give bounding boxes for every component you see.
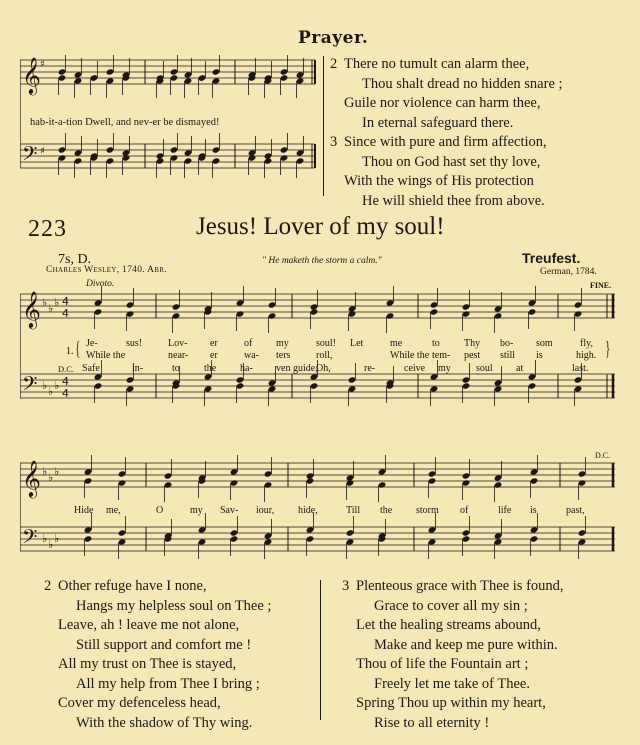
note-head	[230, 529, 239, 536]
note-head	[84, 477, 93, 484]
note-head	[118, 470, 127, 477]
lyric-syllable: Je-	[86, 338, 98, 349]
treble-staff	[20, 463, 615, 487]
note-head	[494, 379, 503, 386]
bass-staff	[20, 374, 615, 398]
note-head	[280, 154, 289, 161]
hymn-title: Jesus! Lover of my soul!	[196, 213, 445, 240]
note-head	[462, 303, 471, 310]
verse-line: Thou of life the Fountain art ;	[356, 656, 529, 672]
note-head	[306, 526, 315, 533]
verse-line: Rise to all eternity !	[374, 714, 490, 731]
dc-lyric-marker: D.C.	[58, 364, 75, 374]
lyric-syllable: Oh,	[316, 363, 331, 374]
note-head	[212, 68, 221, 75]
note-head	[268, 379, 277, 386]
treble-clef-icon: 𝄞	[22, 56, 41, 94]
bass-clef-icon: 𝄢	[22, 372, 38, 400]
note-head	[230, 468, 239, 475]
note-head	[106, 68, 115, 75]
lyric-syllable: Let	[350, 338, 364, 349]
note-head	[236, 382, 245, 389]
lyric-syllable: past,	[566, 505, 585, 516]
note-head	[346, 538, 355, 545]
note-head	[306, 535, 315, 542]
note-head	[184, 71, 193, 78]
note-head	[156, 157, 165, 164]
note-head	[430, 385, 439, 392]
note-head	[296, 77, 305, 84]
note-head	[236, 299, 245, 306]
note-head	[530, 468, 539, 475]
prev-verse-3	[330, 133, 634, 211]
lyric-syllable: ters	[276, 350, 291, 361]
note-head	[574, 310, 583, 317]
note-head	[172, 312, 181, 319]
note-head	[494, 538, 503, 545]
verse-line: Grace to cover all my sin ;	[374, 597, 528, 614]
note-head	[296, 149, 305, 156]
lyric-syllable: the	[204, 363, 217, 374]
lyric-syllable: high.	[576, 350, 597, 361]
lyric-syllable: to	[432, 338, 440, 349]
lyric-syllable: er	[210, 338, 218, 349]
note-head	[230, 535, 239, 542]
note-head	[58, 68, 67, 75]
column-divider-bottom	[320, 580, 321, 720]
note-head	[494, 481, 503, 488]
verse-line: Still support and comfort me !	[76, 636, 252, 653]
flat-icon: ♭	[54, 532, 60, 545]
note-head	[268, 312, 277, 319]
hymn-verse-3	[342, 577, 636, 733]
lyric-syllable: of	[460, 505, 469, 516]
fine-marking: FINE.	[590, 281, 612, 290]
prev-verse-2	[330, 55, 634, 133]
hymn-author: Charles Wesley, 1740. Abr.	[46, 265, 167, 275]
verse-line: Freely let me take of Thee.	[374, 675, 530, 692]
note-head	[126, 385, 135, 392]
note-head	[106, 77, 115, 84]
verse-number: 3	[330, 134, 338, 150]
verse-marker: 1.	[66, 346, 74, 357]
note-head	[94, 299, 103, 306]
lyric-syllable: wa-	[244, 350, 259, 361]
flat-icon: ♭	[48, 302, 54, 315]
lyric-syllable: last.	[572, 363, 589, 374]
note-head	[462, 529, 471, 536]
time-signature-top: 4	[62, 295, 69, 308]
note-head	[574, 301, 583, 308]
verse-line: Other refuge have I none,	[58, 578, 207, 594]
lyric-syllable: er	[210, 350, 218, 361]
note-head	[462, 535, 471, 542]
note-head	[74, 77, 83, 84]
note-head	[348, 310, 357, 317]
note-head	[170, 74, 179, 81]
note-head	[122, 154, 131, 161]
lyric-syllable: fly,	[580, 338, 593, 349]
flat-icon: ♭	[42, 379, 48, 392]
column-divider-top	[323, 56, 324, 196]
flat-icon: ♭	[48, 385, 54, 398]
treble-clef-icon: 𝄞	[22, 290, 41, 328]
lyric-syllable: life	[498, 505, 512, 516]
note-head	[184, 77, 193, 84]
note-head	[84, 535, 93, 542]
note-head	[574, 376, 583, 383]
note-head	[212, 77, 221, 84]
note-head	[578, 470, 587, 477]
lyric-syllable: me	[390, 338, 403, 349]
note-head	[236, 376, 245, 383]
note-head	[528, 299, 537, 306]
note-head	[268, 301, 277, 308]
note-head	[310, 373, 319, 380]
note-head	[296, 71, 305, 78]
flat-icon: ♭	[48, 471, 54, 484]
note-head	[428, 538, 437, 545]
note-head	[494, 312, 503, 319]
verse-line: In eternal safeguard there.	[362, 114, 514, 131]
note-head	[378, 468, 387, 475]
hymn-number: 223	[28, 216, 67, 242]
note-head	[462, 382, 471, 389]
note-head	[378, 481, 387, 488]
note-head	[94, 308, 103, 315]
note-head	[386, 312, 395, 319]
sharp-icon: ♯	[40, 59, 45, 70]
lyric-syllable: ven guide,	[276, 363, 318, 374]
lyric-syllable: tem-	[432, 350, 451, 361]
verse-line: Thou shalt dread no hidden snare ;	[362, 75, 563, 92]
note-head	[170, 68, 179, 75]
note-head	[530, 535, 539, 542]
note-head	[94, 382, 103, 389]
lyric-syllable: in-	[132, 363, 144, 374]
verse-line: Let the healing streams abound,	[356, 617, 541, 633]
note-head	[264, 538, 273, 545]
lyric-syllable: Sav-	[220, 505, 239, 516]
note-head	[212, 146, 221, 153]
sharp-icon: ♯	[40, 146, 45, 157]
note-head	[428, 470, 437, 477]
note-head	[230, 479, 239, 486]
lyric-syllable: O	[156, 505, 164, 516]
note-head	[528, 382, 537, 389]
note-head	[264, 481, 273, 488]
verse-line: There no tumult can alarm thee,	[344, 56, 530, 72]
note-head	[74, 149, 83, 156]
lyric-syllable: Thy	[464, 338, 481, 349]
flat-icon: ♭	[48, 538, 54, 551]
lyric-syllable: soul!	[316, 338, 336, 349]
note-head	[198, 74, 207, 81]
verse-line: With the shadow of Thy wing.	[76, 714, 253, 731]
lyric-syllable: hide,	[298, 505, 318, 516]
note-head	[430, 308, 439, 315]
note-head	[172, 303, 181, 310]
verse-line: All my trust on Thee is stayed,	[58, 656, 237, 672]
tune-source: German, 1784.	[540, 267, 597, 277]
note-head	[430, 301, 439, 308]
prev-hymn-lyric-line: hab-it-a-tion Dwell, and nev-er be dismayed!	[30, 117, 220, 128]
verse-line: All my help from Thee I bring ;	[76, 675, 260, 692]
note-head	[428, 526, 437, 533]
note-head	[126, 310, 135, 317]
note-head	[530, 526, 539, 533]
lyric-syllable: me,	[106, 505, 121, 516]
lyric-syllable: my	[438, 363, 451, 374]
lyric-syllable: Hide	[74, 505, 94, 516]
note-head	[118, 479, 127, 486]
note-head	[236, 310, 245, 317]
lyric-syllable: som	[536, 338, 553, 349]
flat-icon: ♭	[54, 379, 60, 392]
note-head	[494, 474, 503, 481]
note-head	[118, 538, 127, 545]
lyric-syllable: soul	[476, 363, 493, 374]
lyric-syllable: the	[380, 505, 393, 516]
note-head	[118, 529, 127, 536]
note-head	[296, 157, 305, 164]
verse-line: Guile nor violence can harm thee,	[344, 95, 541, 111]
note-head	[386, 299, 395, 306]
treble-clef-icon: 𝄞	[22, 459, 41, 497]
flat-icon: ♭	[42, 465, 48, 478]
note-head	[204, 373, 213, 380]
verse-number: 2	[330, 56, 338, 72]
scripture-quote: " He maketh the storm a calm."	[262, 256, 382, 266]
note-head	[578, 479, 587, 486]
note-head	[494, 305, 503, 312]
lyric-syllable: sus!	[126, 338, 143, 349]
note-head	[58, 154, 67, 161]
note-head	[430, 373, 439, 380]
lyric-syllable: still	[500, 350, 516, 361]
verse-line: Since with pure and firm affection,	[344, 134, 547, 150]
note-head	[462, 376, 471, 383]
note-head	[84, 526, 93, 533]
note-head	[530, 477, 539, 484]
lyric-syllable: iour,	[256, 505, 275, 516]
note-head	[184, 157, 193, 164]
note-head	[90, 74, 99, 81]
lyric-syllable: my	[276, 338, 289, 349]
lyric-syllable: near-	[168, 350, 189, 361]
note-head	[198, 526, 207, 533]
note-head	[212, 157, 221, 164]
lyric-syllable: Till	[346, 505, 361, 516]
time-signature-bottom: 4	[62, 387, 69, 400]
verse-line: He will shield thee from above.	[362, 192, 545, 209]
lyric-syllable: While the	[390, 350, 430, 361]
bass-staff	[20, 527, 615, 551]
verse-line: Make and keep me pure within.	[374, 636, 558, 653]
note-head	[264, 470, 273, 477]
verse-line: Thou on God hast set thy love,	[362, 153, 541, 170]
flat-icon: ♭	[42, 296, 48, 309]
verse-line: With the wings of His protection	[344, 173, 534, 189]
lyric-syllable: is	[530, 505, 537, 516]
note-head	[198, 538, 207, 545]
note-head	[248, 154, 257, 161]
lyric-syllable: ha-	[240, 363, 253, 374]
verse-line: Hangs my helpless soul on Thee ;	[76, 597, 272, 614]
note-head	[280, 68, 289, 75]
verse-number: 3	[342, 578, 350, 594]
note-head	[494, 385, 503, 392]
lyric-syllable: at	[516, 363, 524, 374]
bass-clef-icon: 𝄢	[22, 142, 38, 170]
lyric-syllable: While the	[86, 350, 126, 361]
note-head	[280, 146, 289, 153]
note-head	[264, 532, 273, 539]
note-head	[462, 472, 471, 479]
note-head	[346, 479, 355, 486]
tempo-marking: Divoto.	[86, 279, 115, 289]
note-head	[348, 376, 357, 383]
note-head	[170, 154, 179, 161]
note-head	[528, 373, 537, 380]
flat-icon: ♭	[42, 532, 48, 545]
note-head	[106, 157, 115, 164]
flat-icon: ♭	[54, 296, 60, 309]
note-head	[348, 385, 357, 392]
note-head	[164, 472, 173, 479]
lyric-syllable: to	[172, 363, 180, 374]
verse-line: Cover my defenceless head,	[58, 695, 221, 711]
note-head	[204, 385, 213, 392]
time-signature-top: 4	[62, 375, 69, 388]
note-head	[184, 149, 193, 156]
note-head	[346, 529, 355, 536]
note-head	[578, 538, 587, 545]
verse-line: Leave, ah ! leave me not alone,	[58, 617, 240, 633]
verse-number: 2	[44, 578, 52, 594]
lyric-syllable: pest	[464, 350, 481, 361]
lyric-syllable: is	[536, 350, 543, 361]
note-head	[264, 157, 273, 164]
note-head	[58, 74, 67, 81]
note-head	[310, 382, 319, 389]
lyric-syllable: ceive	[404, 363, 426, 374]
tune-title-prayer: Prayer.	[298, 28, 369, 48]
note-head	[462, 310, 471, 317]
note-head	[106, 146, 115, 153]
time-signature-bottom: 4	[62, 307, 69, 320]
hymn-meter: 7s, D.	[58, 252, 92, 267]
note-head	[74, 157, 83, 164]
note-head	[494, 532, 503, 539]
note-head	[578, 529, 587, 536]
note-head	[74, 71, 83, 78]
note-head	[528, 308, 537, 315]
brace-right: }	[605, 338, 611, 360]
note-head	[462, 479, 471, 486]
note-head	[170, 146, 179, 153]
lyric-syllable: bo-	[500, 338, 514, 349]
hymn-verse-2	[44, 577, 318, 733]
lyric-syllable: storm	[416, 505, 439, 516]
note-head	[126, 301, 135, 308]
dc-marking: D.C.	[595, 451, 611, 460]
note-head	[306, 477, 315, 484]
lyric-syllable: of	[244, 338, 253, 349]
note-head	[58, 146, 67, 153]
note-head	[94, 373, 103, 380]
note-head	[84, 468, 93, 475]
note-head	[126, 376, 135, 383]
brace-left: {	[75, 338, 81, 360]
note-head	[428, 477, 437, 484]
tune-name: Treufest.	[522, 250, 581, 266]
note-head	[574, 385, 583, 392]
verse-line: Plenteous grace with Thee is found,	[356, 578, 564, 594]
lyric-syllable: Lov-	[168, 338, 188, 349]
verse-line: Spring Thou up within my heart,	[356, 695, 546, 711]
note-head	[268, 385, 277, 392]
note-head	[164, 481, 173, 488]
bass-clef-icon: 𝄢	[22, 525, 38, 553]
lyric-syllable: roll,	[316, 350, 333, 361]
note-head	[310, 308, 319, 315]
lyric-syllable: Safe	[82, 363, 100, 374]
note-head	[280, 74, 289, 81]
flat-icon: ♭	[54, 465, 60, 478]
lyric-syllable: my	[190, 505, 203, 516]
lyric-syllable: re-	[364, 363, 376, 374]
